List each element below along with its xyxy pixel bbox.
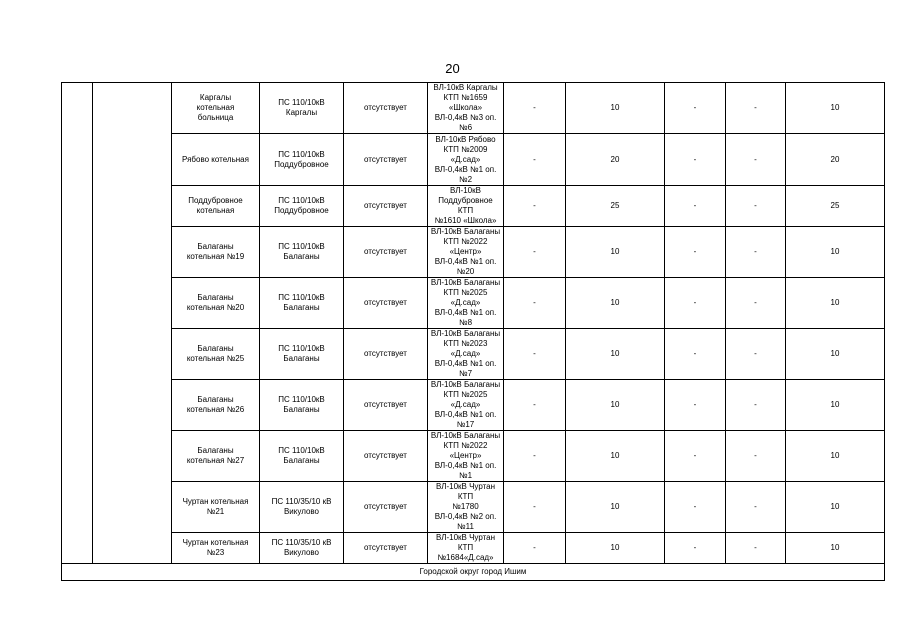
power-line-cell-line: ВЛ-0,4кВ №3 оп.№6: [434, 113, 497, 132]
substation-cell-line: Викулово: [283, 507, 320, 516]
value-cell-9: 10: [786, 482, 885, 533]
table-row: [62, 83, 885, 134]
value-cell-7: -: [665, 329, 726, 380]
value-cell-9: 10: [786, 329, 885, 380]
power-line-cell: [428, 431, 504, 482]
object-name-cell-line: котельная: [196, 103, 235, 112]
power-line-cell-line: КТП №2023 «Д.сад»: [443, 339, 488, 358]
table-row: [62, 482, 885, 533]
power-line-cell: [428, 329, 504, 380]
status-cell: отсутствует: [344, 380, 428, 431]
object-name-cell-line: Каргалы: [199, 93, 232, 102]
value-cell-9: 25: [786, 186, 885, 227]
object-name-cell-line: котельная №19: [186, 252, 245, 261]
substation-cell-line: Каргалы: [285, 108, 318, 117]
status-cell: отсутствует: [344, 431, 428, 482]
value-cell-7: -: [665, 186, 726, 227]
value-cell-9: 20: [786, 134, 885, 186]
value-cell-8: -: [726, 482, 786, 533]
substation-cell: [260, 431, 344, 482]
value-cell-8: -: [726, 134, 786, 186]
status-cell: отсутствует: [344, 482, 428, 533]
table-row: [62, 134, 885, 186]
value-cell-5: -: [504, 380, 566, 431]
substation-cell-line: ПС 110/10кВ: [278, 196, 325, 205]
value-cell-8: -: [726, 431, 786, 482]
object-name-cell-line: Балаганы: [197, 395, 234, 404]
power-line-cell-line: ВЛ-10кВ Чуртан КТП: [435, 482, 496, 501]
power-line-cell-line: ВЛ-0,4кВ №1 оп.№20: [434, 257, 497, 276]
value-cell-6: 10: [566, 278, 665, 329]
power-line-cell-line: ВЛ-10кВ Балаганы: [430, 431, 501, 440]
substation-cell: [260, 482, 344, 533]
value-cell-9: 10: [786, 533, 885, 564]
table-row: [62, 186, 885, 227]
object-name-cell-line: котельная: [196, 206, 235, 215]
substation-cell-line: Балаганы: [283, 354, 320, 363]
object-name-cell-line: Балаганы: [197, 242, 234, 251]
value-cell-5: -: [504, 134, 566, 186]
object-name-cell: [172, 329, 260, 380]
table-row: [62, 227, 885, 278]
power-line-cell-line: ВЛ-0,4кВ №2 оп.№11: [434, 512, 497, 531]
substation-cell-line: ПС 110/10кВ: [278, 293, 325, 302]
substation-cell: [260, 533, 344, 564]
power-line-cell-line: №1780: [452, 502, 479, 511]
substation-cell-line: Балаганы: [283, 252, 320, 261]
substation-cell-line: ПС 110/35/10 кВ: [271, 497, 332, 506]
substation-cell: [260, 329, 344, 380]
power-line-cell-line: ВЛ-10кВ: [450, 186, 481, 195]
value-cell-6: 25: [566, 186, 665, 227]
value-cell-5: -: [504, 278, 566, 329]
power-line-cell: [428, 134, 504, 186]
value-cell-6: 10: [566, 83, 665, 134]
power-line-cell-line: ВЛ-0,4кВ №1 оп.№7: [434, 359, 497, 378]
power-line-cell-line: ВЛ-0,4кВ №1 оп.№2: [434, 164, 497, 184]
object-name-cell: [172, 380, 260, 431]
value-cell-9: 10: [786, 431, 885, 482]
power-line-cell-line: ВЛ-10кВ Чуртан: [435, 533, 496, 542]
value-cell-5: -: [504, 83, 566, 134]
value-cell-8: -: [726, 533, 786, 564]
power-line-cell-line: КТП №2009 «Д.сад»: [443, 144, 488, 164]
table-row: [62, 533, 885, 564]
value-cell-5: -: [504, 227, 566, 278]
page-number: 20: [445, 61, 460, 76]
power-line-cell-line: КТП №2022 «Центр»: [443, 441, 488, 460]
substation-cell-line: Викулово: [283, 548, 320, 557]
power-line-cell: [428, 533, 504, 564]
value-cell-5: -: [504, 186, 566, 227]
power-line-cell: [428, 380, 504, 431]
object-name-cell: [172, 186, 260, 227]
value-cell-8: -: [726, 186, 786, 227]
power-line-cell-line: ВЛ-0,4кВ №1 оп.№1: [434, 461, 497, 480]
value-cell-7: -: [665, 134, 726, 186]
power-line-cell-line: ВЛ-10кВ Балаганы: [430, 278, 501, 287]
value-cell-8: -: [726, 83, 786, 134]
object-name-cell: [172, 227, 260, 278]
substation-cell-line: ПС 110/10кВ: [278, 98, 325, 107]
value-cell-6: 10: [566, 227, 665, 278]
object-name-cell-line: №23: [206, 548, 225, 557]
footer-row: [62, 564, 885, 581]
object-name-cell-line: Балаганы: [197, 293, 234, 302]
object-name-cell-line: №21: [206, 507, 225, 516]
object-name-cell-line: больница: [197, 113, 234, 122]
power-line-cell-line: ВЛ-10кВ Балаганы: [430, 329, 501, 338]
value-cell-6: 10: [566, 431, 665, 482]
substation-cell: [260, 186, 344, 227]
power-line-cell-line: КТП №2025 «Д.сад»: [443, 288, 488, 307]
value-cell-6: 20: [566, 134, 665, 186]
object-name-cell-line: Чуртан котельная: [182, 538, 249, 547]
power-line-cell-line: КТП №1684«Д.сад»: [437, 543, 494, 562]
substation-cell-line: Балаганы: [283, 456, 320, 465]
value-cell-5: -: [504, 533, 566, 564]
substation-cell: [260, 278, 344, 329]
value-cell-7: -: [665, 83, 726, 134]
value-cell-8: -: [726, 329, 786, 380]
power-line-cell-line: КТП №2025 «Д.сад»: [443, 390, 488, 409]
object-name-cell-line: котельная №27: [186, 456, 245, 465]
value-cell-6: 10: [566, 329, 665, 380]
status-cell: отсутствует: [344, 186, 428, 227]
value-cell-8: -: [726, 227, 786, 278]
object-name-cell-line: Балаганы: [197, 446, 234, 455]
substation-cell-line: Балаганы: [283, 303, 320, 312]
substation-cell-line: ПС 110/10кВ: [278, 149, 325, 159]
substation-cell-line: Поддубровное: [274, 206, 329, 215]
substation-cell-line: ПС 110/10кВ: [278, 242, 325, 251]
value-cell-5: -: [504, 329, 566, 380]
value-cell-8: -: [726, 278, 786, 329]
object-name-cell-line: Рябово котельная: [182, 154, 249, 164]
substation-cell: [260, 134, 344, 186]
value-cell-7: -: [665, 380, 726, 431]
power-line-cell-line: ВЛ-10кВ Каргалы: [433, 83, 498, 92]
object-name-cell: [172, 134, 260, 186]
power-line-cell-line: ВЛ-10кВ Рябово: [435, 134, 496, 144]
table-row: [62, 431, 885, 482]
power-line-cell-line: ВЛ-10кВ Балаганы: [430, 227, 501, 236]
value-cell-7: -: [665, 278, 726, 329]
power-line-cell-line: Поддубровное КТП: [438, 196, 493, 215]
status-cell: отсутствует: [344, 134, 428, 186]
value-cell-6: 10: [566, 533, 665, 564]
substation-cell: [260, 380, 344, 431]
substation-cell-line: ПС 110/10кВ: [278, 446, 325, 455]
power-line-cell-line: №1610 «Школа»: [434, 216, 497, 225]
value-cell-5: -: [504, 431, 566, 482]
power-line-cell: [428, 227, 504, 278]
power-line-cell-line: КТП №2022 «Центр»: [443, 237, 488, 256]
power-line-cell-line: ВЛ-0,4кВ №1 оп.№8: [434, 308, 497, 327]
status-cell: отсутствует: [344, 533, 428, 564]
value-cell-9: 10: [786, 227, 885, 278]
value-cell-7: -: [665, 431, 726, 482]
substation-cell-line: Поддубровное: [274, 159, 329, 169]
substation-cell-line: ПС 110/10кВ: [278, 344, 325, 353]
object-name-cell: [172, 83, 260, 134]
value-cell-9: 10: [786, 278, 885, 329]
region-heading: Городской округ город Ишим: [62, 564, 885, 581]
power-line-cell: [428, 482, 504, 533]
object-name-cell-line: котельная №25: [186, 354, 245, 363]
value-cell-9: 10: [786, 83, 885, 134]
table-row: [62, 380, 885, 431]
power-line-cell: [428, 186, 504, 227]
merged-col-2: [93, 83, 172, 564]
substation-cell-line: ПС 110/35/10 кВ: [271, 538, 332, 547]
power-line-cell-line: ВЛ-10кВ Балаганы: [430, 380, 501, 389]
object-name-cell-line: Балаганы: [197, 344, 234, 353]
substation-cell: [260, 227, 344, 278]
object-name-cell-line: котельная №26: [186, 405, 245, 414]
power-line-cell-line: ВЛ-0,4кВ №1 оп.№17: [434, 410, 497, 429]
object-name-cell: [172, 533, 260, 564]
value-cell-7: -: [665, 533, 726, 564]
status-cell: отсутствует: [344, 278, 428, 329]
object-name-cell: [172, 278, 260, 329]
table-row: [62, 329, 885, 380]
value-cell-7: -: [665, 227, 726, 278]
power-line-cell: [428, 278, 504, 329]
value-cell-9: 10: [786, 380, 885, 431]
table-row: [62, 278, 885, 329]
status-cell: отсутствует: [344, 329, 428, 380]
value-cell-6: 10: [566, 482, 665, 533]
object-name-cell-line: Поддубровное: [188, 196, 243, 205]
merged-col-1: [62, 83, 93, 564]
substation-cell: [260, 83, 344, 134]
object-name-cell: [172, 482, 260, 533]
status-cell: отсутствует: [344, 83, 428, 134]
value-cell-7: -: [665, 482, 726, 533]
power-line-cell: [428, 83, 504, 134]
value-cell-8: -: [726, 380, 786, 431]
substation-cell-line: ПС 110/10кВ: [278, 395, 325, 404]
data-table: [61, 82, 885, 581]
value-cell-6: 10: [566, 380, 665, 431]
substation-cell-line: Балаганы: [283, 405, 320, 414]
value-cell-5: -: [504, 482, 566, 533]
status-cell: отсутствует: [344, 227, 428, 278]
object-name-cell: [172, 431, 260, 482]
power-line-cell-line: КТП №1659 «Школа»: [443, 93, 488, 112]
object-name-cell-line: Чуртан котельная: [182, 497, 249, 506]
object-name-cell-line: котельная №20: [186, 303, 245, 312]
